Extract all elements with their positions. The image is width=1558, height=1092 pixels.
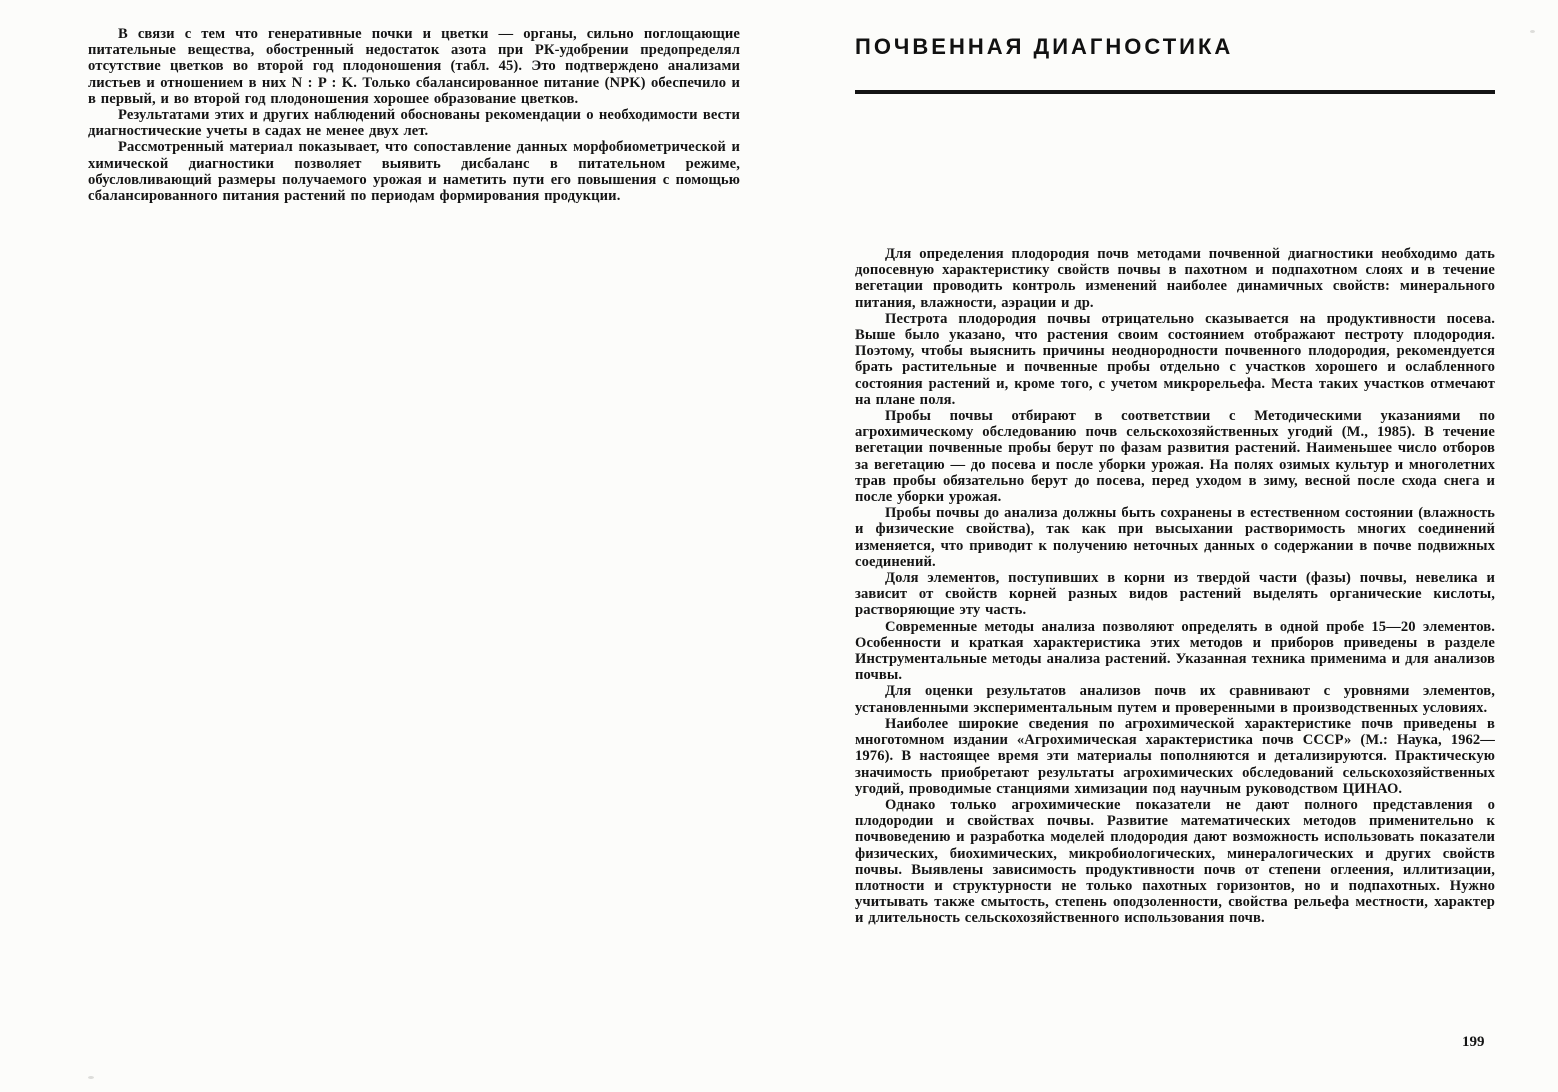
body-paragraph: Пробы почвы до анализа должны быть сохранены в естественном состоянии (влажность и физические свойства), так как при высыхании растворимость многих соединений изменяется, что приводит к получению неточных данных о содержании в почве подвижных соединений. bbox=[855, 505, 1495, 570]
page-number: 199 bbox=[1462, 1034, 1485, 1050]
body-paragraph: Для оценки результатов анализов почв их сравнивают с уровнями элементов, установленными экспериментальным путем и проверенными в производственных условиях. bbox=[855, 683, 1495, 716]
body-paragraph: Наиболее широкие сведения по агрохимической характеристике почв приведены в многотомном издании «Агрохимическая характеристика почв СССР» (М.: Наука, 1962—1976). В настоящее время эти материалы пополняются и детализируются. Практическую значимость приобретают результаты агрохимических обследований сельскохозяйственных угодий, проводимые станциями химизации под научным руководством ЦИНАО. bbox=[855, 715, 1495, 797]
body-paragraph: Современные методы анализа позволяют определять в одной пробе 15—20 элементов. Особенности и краткая характеристика этих методов и приборов приведены в разделе Инструментальные методы анализа растений. Указанная техника применима и для анализов почвы. bbox=[855, 618, 1495, 684]
body-paragraph: Для определения плодородия почв методами почвенной диагностики необходимо дать допосевную характеристику свойств почвы в пахотном и подпахотном слоях и в течение вегетации проводить контроль изменений наиболее динамичных свойств: минерального питания, влажности, аэрации и др. bbox=[855, 246, 1495, 311]
body-paragraph: Рассмотренный материал показывает, что сопоставление данных морфобиометрической и химической диагностики позволяет выявить дисбаланс в питательном режиме, обусловливающий размеры получаемого урожая и наметить пути его повышения с помощью сбалансированного питания растений по периодам формирования продукции. bbox=[88, 139, 740, 205]
body-paragraph: В связи с тем что генеративные почки и цветки — органы, сильно поглощающие питательные вещества, обостренный недостаток азота при РК-удобрении предопределял отсутствие цветков во второй год плодоношения (табл. 45). Это подтверждено анализами листьев и отношением в них N : P : K. Только сбалансированное питание (NPK) обеспечило и в первый, и во второй год плодоношения хорошее образование цветков. bbox=[88, 26, 740, 107]
left-page-text bbox=[88, 26, 740, 204]
body-paragraph: Результатами этих и других наблюдений обоснованы рекомендации о необходимости вести диагностические учеты в садах не менее двух лет. bbox=[88, 107, 740, 140]
right-page bbox=[855, 34, 1495, 927]
section-heading: ПОЧВЕННАЯ ДИАГНОСТИКА bbox=[855, 34, 1234, 59]
body-paragraph: Однако только агрохимические показатели не дают полного представления о плодородии и свойствах почвы. Развитие математических методов применительно к почвоведению и разработка моделей плодородия дают возможность использовать показатели физических, биохимических, микробиологических, минералогических и других свойств почвы. Выявлены зависимость продуктивности почв от степени оглеения, иллитизации, плотности и структурности не только пахотных горизонтов, но и подпахотных. Нужно учитывать также смытость, степень оподзоленности, свойства рельефа местности, характер и длительность сельскохозяйственного использования почв. bbox=[855, 796, 1495, 927]
scan-artifact bbox=[88, 1076, 94, 1079]
scan-artifact bbox=[1530, 30, 1535, 33]
body-paragraph: Пробы почвы отбирают в соответствии с Методическими указаниями по агрохимическому обследованию почв сельскохозяйственных угодий (М., 1985). В течение вегетации почвенные пробы берут по фазам развития растений. Наименьшее число отборов за вегетацию — до посева и после уборки урожая. На полях озимых культур и многолетних трав пробы обязательно берут до посева, перед уходом в зиму, весной после схода снега и после уборки урожая. bbox=[855, 408, 1495, 506]
body-paragraph: Доля элементов, поступивших в корни из твердой части (фазы) почвы, невелика и зависит от свойств корней разных видов растений выделять органические кислоты, растворяющие эту часть. bbox=[855, 570, 1495, 619]
body-paragraph: Пестрота плодородия почвы отрицательно сказывается на продуктивности посева. Выше было указано, что растения своим состоянием отображают пестроту плодородия. Поэтому, чтобы выяснить причины неоднородности почвенного плодородия, рекомендуется брать растительные и почвенные пробы отдельно с участков хорошего и ослабленного состояния растений и, кроме того, с учетом микрорельефа. Места таких участков отмечают на плане поля. bbox=[855, 310, 1495, 408]
heading-rule bbox=[855, 90, 1495, 94]
right-page-text bbox=[855, 246, 1495, 927]
